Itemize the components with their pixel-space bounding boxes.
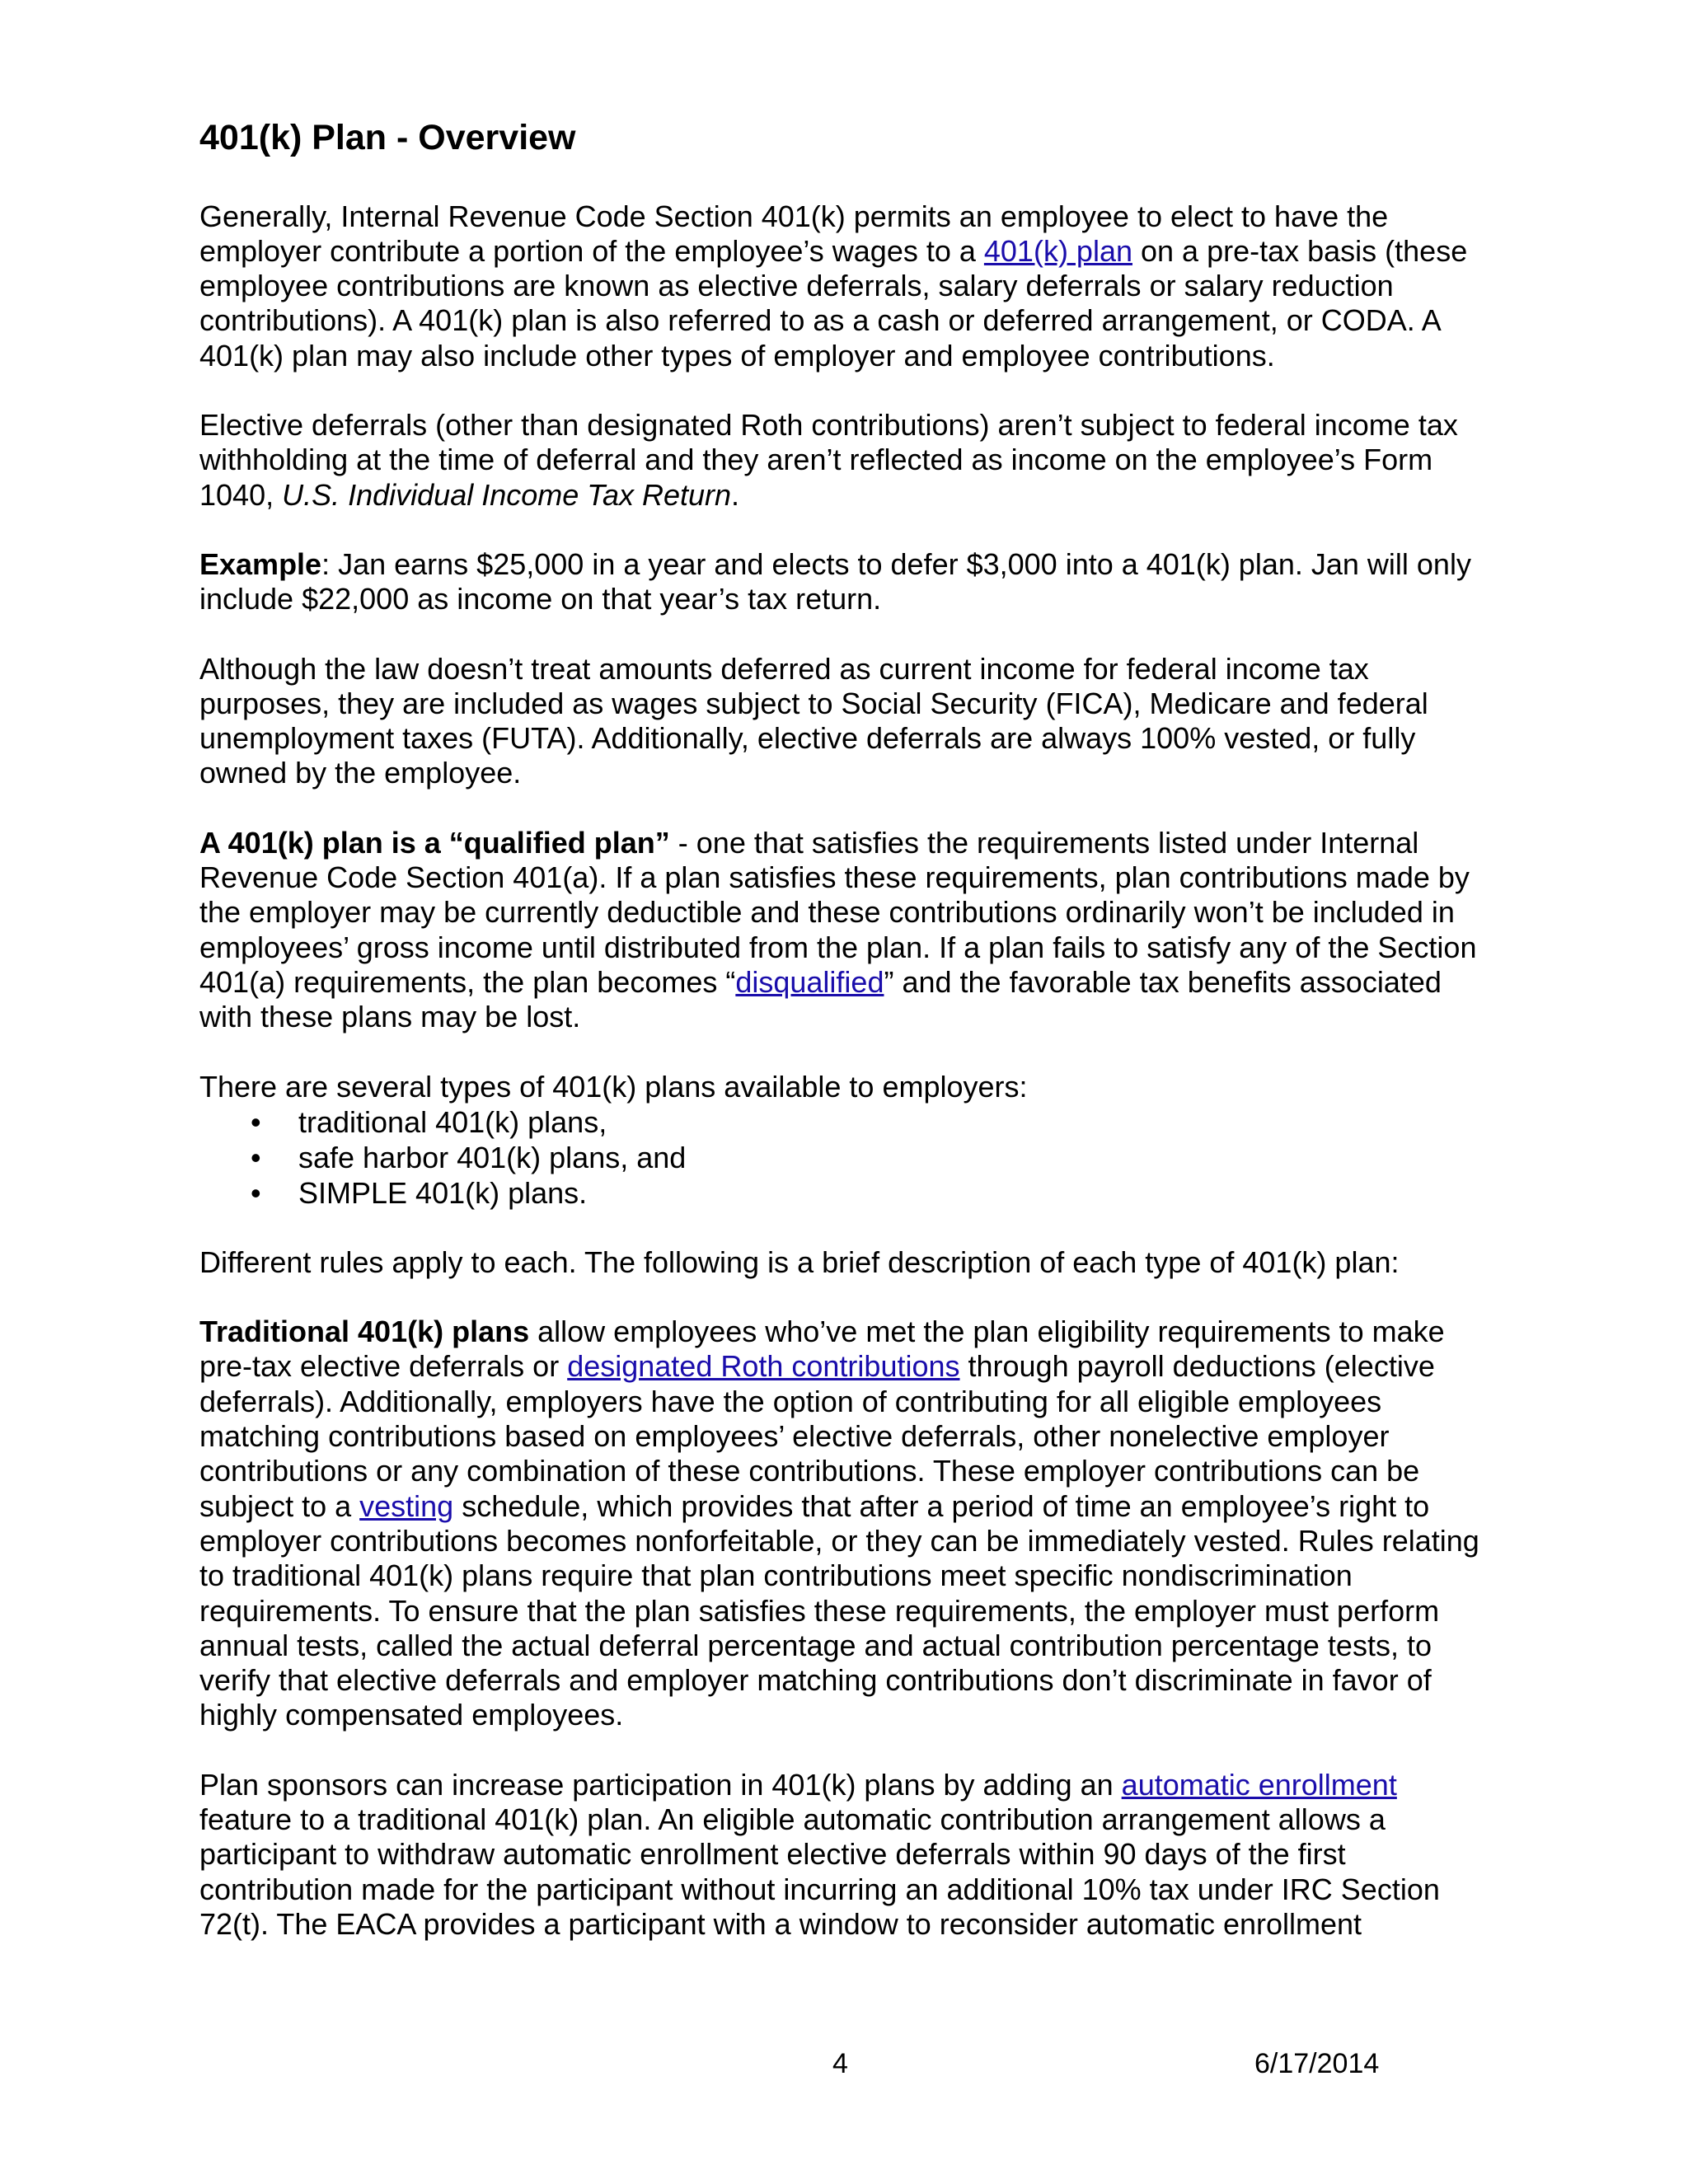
- paragraph-example: [199, 547, 1493, 617]
- example-label: Example: [199, 546, 322, 581]
- paragraph-traditional-plans: [199, 1315, 1493, 1733]
- paragraph-different-rules: Different rules apply to each. The following is a brief description of each type of 401(k) plan:: [199, 1244, 1400, 1279]
- paragraph-elective-deferrals: [199, 408, 1493, 513]
- link-vesting[interactable]: vesting: [359, 1488, 454, 1523]
- list-item-text: traditional 401(k) plans,: [298, 1104, 607, 1139]
- bullet-icon: •: [251, 1175, 261, 1210]
- page-title: 401(k) Plan - Overview: [199, 118, 576, 157]
- link-automatic-enrollment[interactable]: automatic enrollment: [1121, 1767, 1397, 1802]
- text: through payroll deductions (elective deferrals). Additionally, employers have the option of contributing for all eligible employees matching contributions based on employees’ elective deferrals, other nonelective employer contributions or any combination of these contributions. These employer contributions can be subject to a: [199, 1349, 1435, 1523]
- list-item: [199, 1175, 1493, 1211]
- bullet-icon: •: [251, 1140, 261, 1174]
- page-number: 4: [832, 2048, 848, 2079]
- list-item: [199, 1104, 1493, 1140]
- bullet-icon: •: [251, 1104, 261, 1139]
- paragraph-taxes: Although the law doesn’t treat amounts deferred as current income for federal income tax purposes, they are included as wages subject to Social Security (FICA), Medicare and federal unemployment taxes (FUTA). Additionally, elective deferrals are always 100% vested, or fully owned by the employee.: [199, 651, 1428, 790]
- traditional-plans-heading: Traditional 401(k) plans: [199, 1315, 530, 1349]
- text: - one that satisfies the requirements listed under Internal Revenue Code Section 401(a). If a plan satisfies these requirements, plan contributions made by the employer may be currently deductible and these contributions ordinarily won’t be included in employees’ gross income until distributed from the plan. If a plan fails to satisfy any of the Section 401(a) requirements, the plan becomes “: [199, 825, 1477, 999]
- link-401k-plan[interactable]: 401(k) plan: [983, 233, 1132, 268]
- text: schedule, which provides that after a period of time an employee’s right to employer contributions becomes nonforfeitable, or they can be immediately vested. Rules relating to traditional 401(k) plans require that plan contributions meet specific nondiscrimination requirements. To ensure that the plan satisfies these requirements, the employer must perform annual tests, called the actual deferral percentage and actual contribution percentage tests, to verify that elective deferrals and employer matching contributions don’t discriminate in favor of highly compensated employees.: [199, 1488, 1479, 1732]
- paragraph-intro: [199, 199, 1493, 373]
- text: feature to a traditional 401(k) plan. An eligible automatic contribution arrangement allows a participant to withdraw automatic enrollment elective deferrals within 90 days of the first contribution made for the participant without incurring an additional 10% tax under IRC Section 72(t). The EACA provides a participant with a window to reconsider automatic enrollment: [199, 1802, 1440, 1941]
- text: ” and the favorable tax benefits associated with these plans may be lost.: [199, 964, 1442, 1034]
- link-designated-roth[interactable]: designated Roth contributions: [567, 1349, 960, 1384]
- list-item-text: safe harbor 401(k) plans, and: [298, 1140, 687, 1174]
- plan-types-list: [199, 1104, 1493, 1211]
- text: : Jan earns $25,000 in a year and elects to defer $3,000 into a 401(k) plan. Jan will only include $22,000 as income on that year’s tax return.: [199, 546, 1471, 616]
- list-item-text: SIMPLE 401(k) plans.: [298, 1175, 588, 1210]
- text: Generally, Internal Revenue Code Section 401(k) permits an employee to elect to have the employer contribute a portion of the employee’s wages to a: [199, 199, 1389, 268]
- text: Elective deferrals (other than designated Roth contributions) aren’t subject to federal income tax withholding at the time of deferral and they aren’t reflected as income on the employee’s Form 1040,: [199, 408, 1458, 512]
- paragraph-automatic-enrollment: [199, 1768, 1493, 1942]
- list-item: [199, 1140, 1493, 1175]
- text: allow employees who’ve met the plan eligibility requirements to make pre-tax elective deferrals or: [199, 1315, 1445, 1384]
- paragraph-plan-types-intro: There are several types of 401(k) plans available to employers:: [199, 1069, 1028, 1104]
- form-title: U.S. Individual Income Tax Return: [282, 477, 732, 512]
- footer-date: 6/17/2014: [1254, 2048, 1380, 2079]
- document-page: [199, 117, 1493, 1976]
- link-disqualified[interactable]: disqualified: [735, 964, 884, 999]
- text: on a pre-tax basis (these employee contributions are known as elective deferrals, salary deferrals or salary reduction contributions). A 401(k) plan is also referred to as a cash or deferred arrangement, or CODA. A 401(k) plan may also include other types of employer and employee contributions.: [199, 233, 1468, 373]
- text: Plan sponsors can increase participation in 401(k) plans by adding an: [199, 1767, 1122, 1802]
- paragraph-qualified-plan: [199, 826, 1493, 1035]
- text: .: [731, 477, 740, 512]
- qualified-plan-heading: A 401(k) plan is a “qualified plan”: [199, 825, 670, 860]
